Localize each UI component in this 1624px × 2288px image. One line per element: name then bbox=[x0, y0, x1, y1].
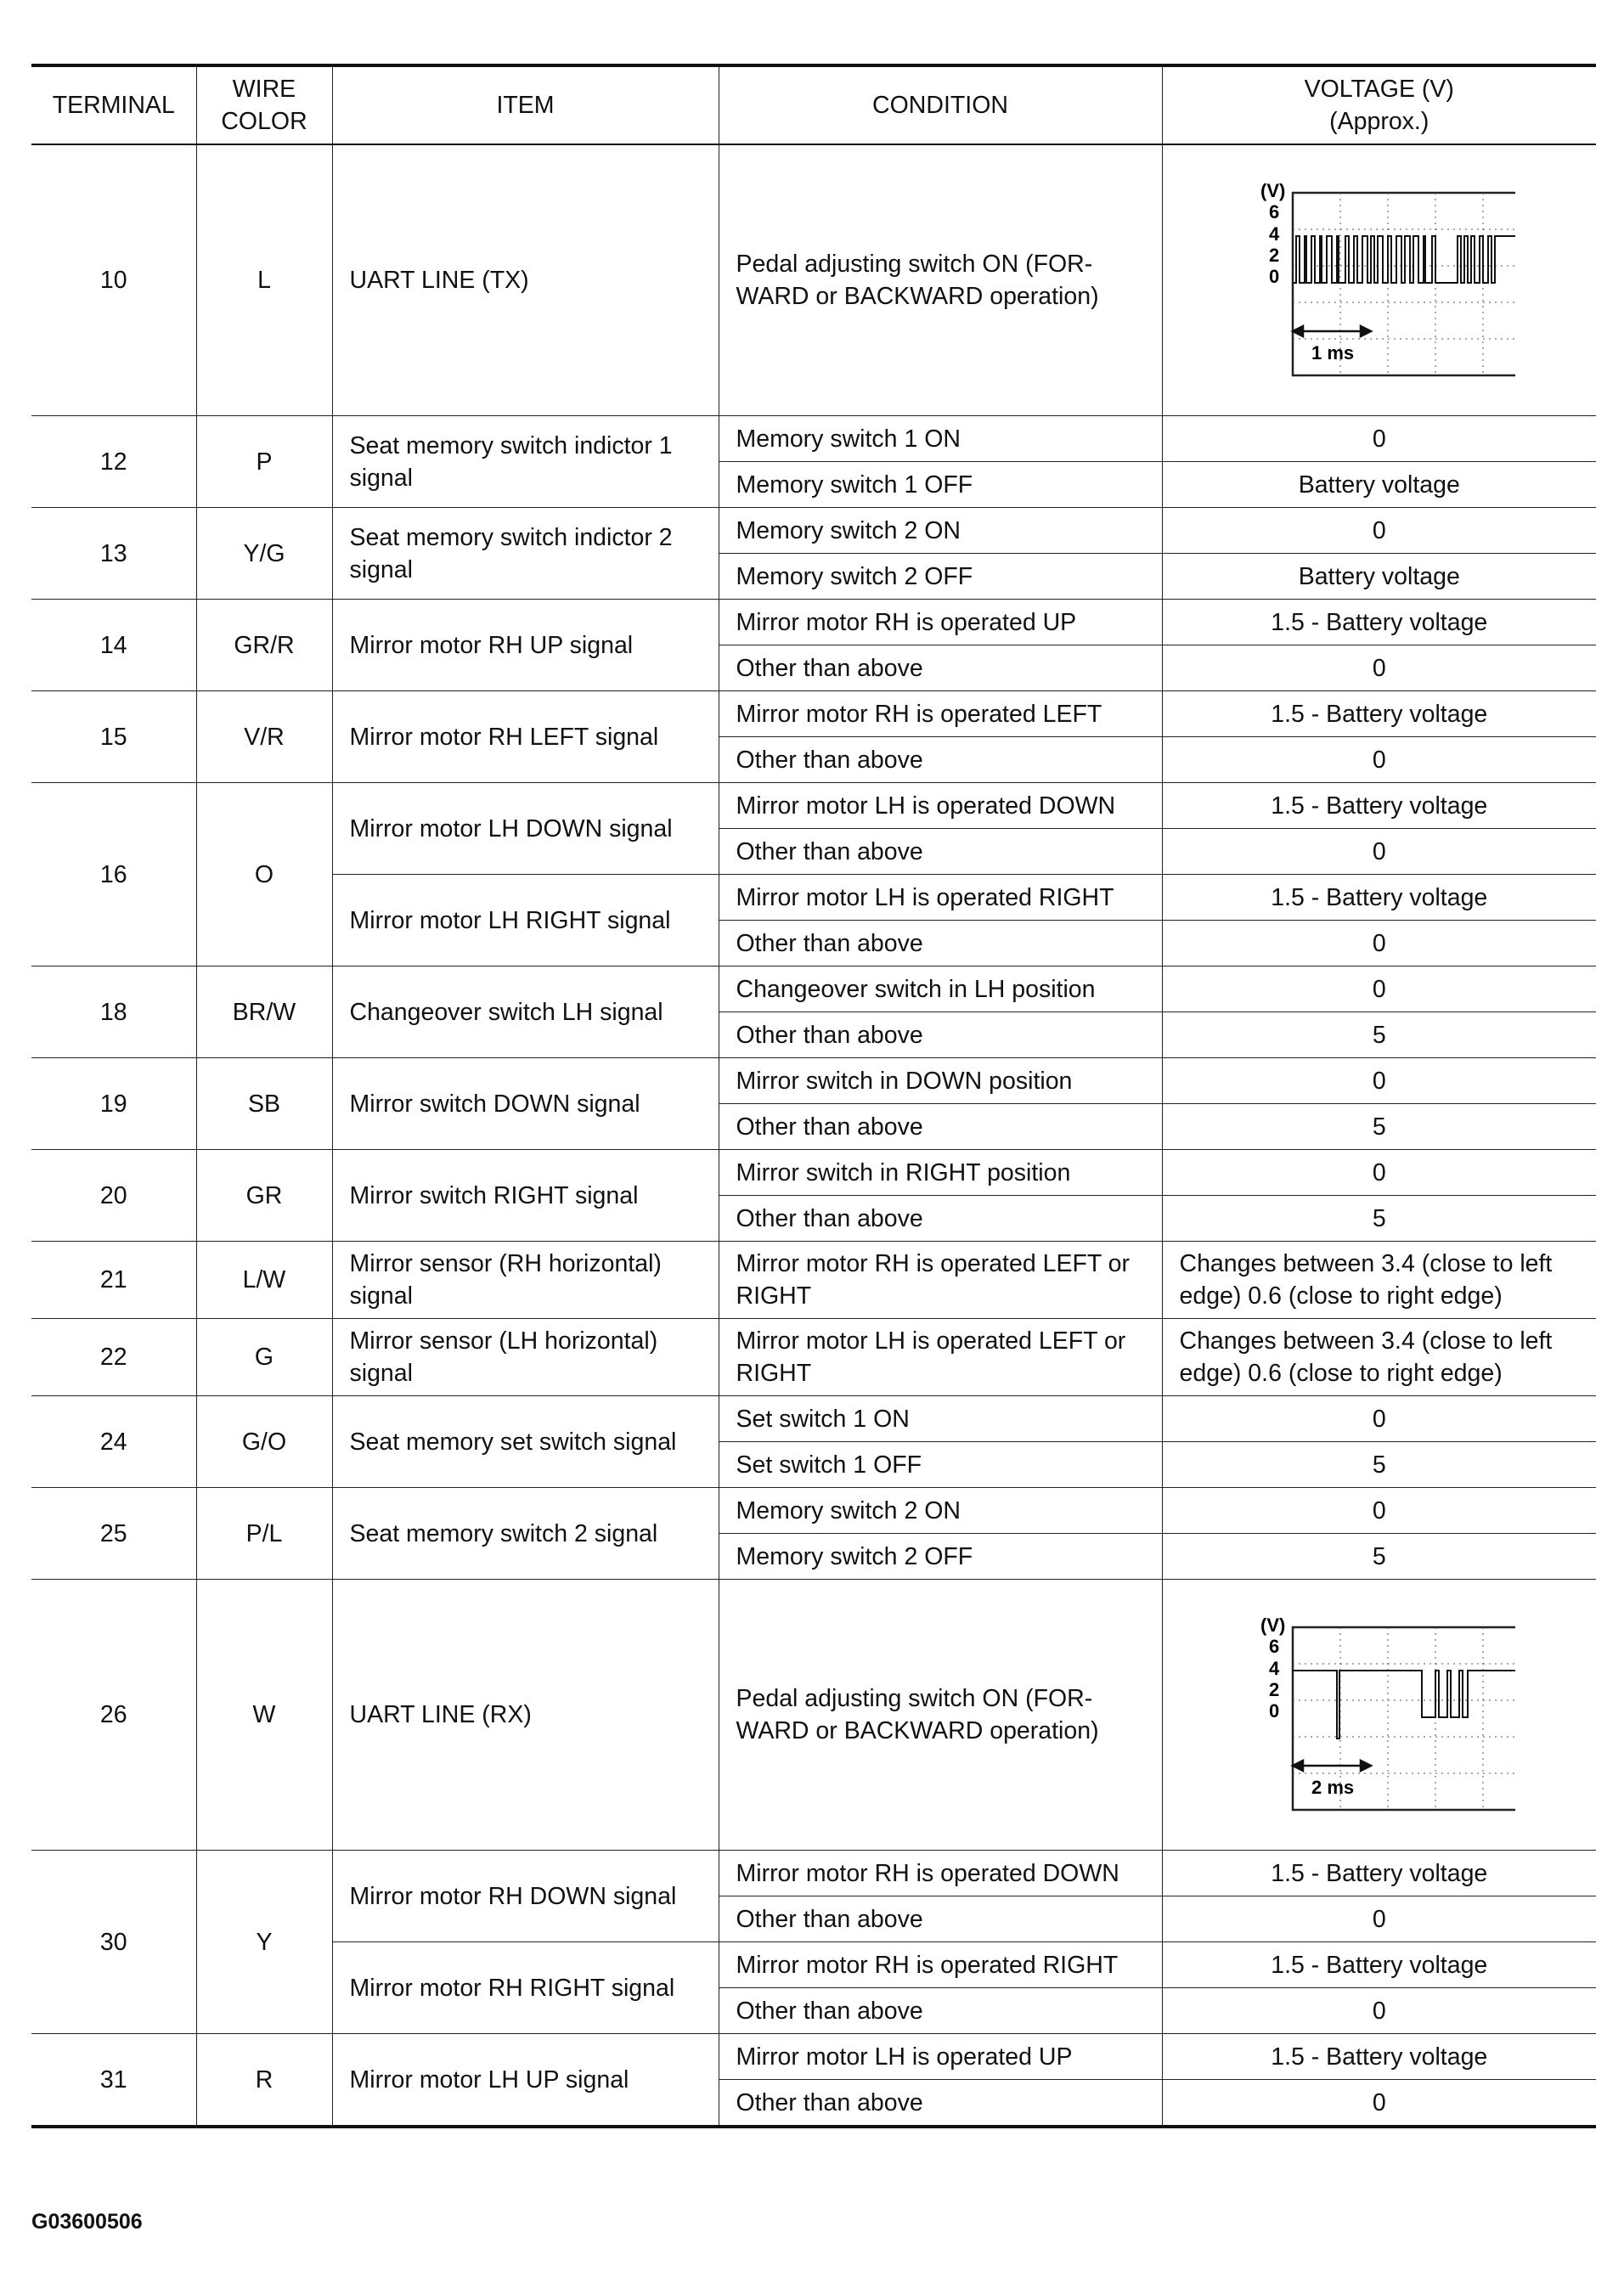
table-row bbox=[31, 2034, 1596, 2080]
voltage-cell: 0 bbox=[1162, 1150, 1596, 1196]
terminal-cell: 15 bbox=[31, 691, 196, 783]
y-tick-6: 6 bbox=[1268, 201, 1279, 223]
terminal-cell: 14 bbox=[31, 600, 196, 691]
header-voltage-line2: (Approx.) bbox=[1329, 108, 1429, 135]
voltage-cell: 0 bbox=[1162, 921, 1596, 966]
item-cell: Mirror switch DOWN signal bbox=[332, 1058, 719, 1150]
rx-waveform-graph bbox=[1243, 1613, 1515, 1817]
wire-color-cell: P/L bbox=[196, 1488, 332, 1580]
rx-waveform-trace bbox=[1293, 1671, 1515, 1739]
header-condition: CONDITION bbox=[719, 65, 1162, 144]
item-cell: Mirror motor RH RIGHT signal bbox=[332, 1942, 719, 2034]
voltage-cell: 1.5 - Battery voltage bbox=[1162, 691, 1596, 737]
condition-cell: Pedal adjusting switch ON (FOR-WARD or BACKWARD operation) bbox=[719, 1580, 1162, 1851]
condition-cell: Mirror motor LH is operated DOWN bbox=[719, 783, 1162, 829]
wire-color-cell: Y bbox=[196, 1851, 332, 2034]
figure-id: G03600506 bbox=[31, 2210, 143, 2234]
y-tick-4: 4 bbox=[1268, 1658, 1279, 1679]
waveform-unit-label: (V) bbox=[1260, 1615, 1286, 1636]
condition-cell: Mirror switch in RIGHT position bbox=[719, 1150, 1162, 1196]
condition-cell: Memory switch 1 OFF bbox=[719, 462, 1162, 508]
item-cell: Mirror switch RIGHT signal bbox=[332, 1150, 719, 1242]
item-cell: Changeover switch LH signal bbox=[332, 966, 719, 1058]
terminal-cell: 26 bbox=[31, 1580, 196, 1851]
wire-color-cell: G bbox=[196, 1319, 332, 1396]
voltage-cell: 1.5 - Battery voltage bbox=[1162, 875, 1596, 921]
item-cell: Mirror motor LH DOWN signal bbox=[332, 783, 719, 875]
item-cell: UART LINE (TX) bbox=[332, 144, 719, 416]
condition-cell: Memory switch 2 OFF bbox=[719, 554, 1162, 600]
condition-cell: Mirror switch in DOWN position bbox=[719, 1058, 1162, 1104]
table-row bbox=[31, 783, 1596, 829]
condition-cell: Set switch 1 OFF bbox=[719, 1442, 1162, 1488]
table-row bbox=[31, 1580, 1596, 1851]
wire-color-cell: GR bbox=[196, 1150, 332, 1242]
condition-cell: Other than above bbox=[719, 1988, 1162, 2034]
table-row bbox=[31, 1396, 1596, 1442]
wire-color-cell: BR/W bbox=[196, 966, 332, 1058]
voltage-cell: 0 bbox=[1162, 1488, 1596, 1534]
table-row bbox=[31, 144, 1596, 416]
table-row bbox=[31, 1150, 1596, 1196]
item-cell: Mirror sensor (LH horizontal) signal bbox=[332, 1319, 719, 1396]
voltage-cell: 5 bbox=[1162, 1442, 1596, 1488]
tx-waveform-trace bbox=[1293, 236, 1515, 283]
terminal-cell: 22 bbox=[31, 1319, 196, 1396]
wire-color-cell: R bbox=[196, 2034, 332, 2127]
voltage-cell: 0 bbox=[1162, 1896, 1596, 1942]
terminal-voltage-table bbox=[31, 64, 1596, 2128]
table-row bbox=[31, 1488, 1596, 1534]
condition-cell: Memory switch 2 OFF bbox=[719, 1534, 1162, 1580]
item-cell: Mirror sensor (RH horizontal) signal bbox=[332, 1242, 719, 1319]
condition-cell: Mirror motor RH is operated DOWN bbox=[719, 1851, 1162, 1896]
item-cell: Mirror motor LH RIGHT signal bbox=[332, 875, 719, 966]
wire-color-cell: P bbox=[196, 416, 332, 508]
condition-cell: Changeover switch in LH position bbox=[719, 966, 1162, 1012]
wire-color-cell: O bbox=[196, 783, 332, 966]
tx-waveform-graph bbox=[1243, 178, 1515, 382]
terminal-cell: 31 bbox=[31, 2034, 196, 2127]
voltage-cell: 5 bbox=[1162, 1104, 1596, 1150]
y-tick-2: 2 bbox=[1268, 245, 1279, 266]
condition-cell: Mirror motor RH is operated UP bbox=[719, 600, 1162, 645]
voltage-cell: 1.5 - Battery voltage bbox=[1162, 600, 1596, 645]
voltage-cell: 5 bbox=[1162, 1196, 1596, 1242]
condition-cell: Mirror motor RH is operated LEFT or RIGHT bbox=[719, 1242, 1162, 1319]
condition-cell: Pedal adjusting switch ON (FOR-WARD or BACKWARD operation) bbox=[719, 144, 1162, 416]
condition-cell: Mirror motor RH is operated LEFT bbox=[719, 691, 1162, 737]
condition-cell: Other than above bbox=[719, 645, 1162, 691]
table-row bbox=[31, 691, 1596, 737]
waveform-cell bbox=[1162, 144, 1596, 416]
condition-cell: Mirror motor LH is operated LEFT or RIGHT bbox=[719, 1319, 1162, 1396]
timescale-arrow bbox=[1293, 1761, 1371, 1771]
condition-cell: Memory switch 2 ON bbox=[719, 508, 1162, 554]
condition-cell: Other than above bbox=[719, 1196, 1162, 1242]
terminal-cell: 13 bbox=[31, 508, 196, 600]
item-cell: UART LINE (RX) bbox=[332, 1580, 719, 1851]
condition-cell: Mirror motor LH is operated RIGHT bbox=[719, 875, 1162, 921]
voltage-cell: Battery voltage bbox=[1162, 554, 1596, 600]
condition-cell: Mirror motor RH is operated RIGHT bbox=[719, 1942, 1162, 1988]
terminal-cell: 30 bbox=[31, 1851, 196, 2034]
terminal-cell: 16 bbox=[31, 783, 196, 966]
condition-cell: Other than above bbox=[719, 737, 1162, 783]
item-cell: Seat memory switch 2 signal bbox=[332, 1488, 719, 1580]
terminal-cell: 10 bbox=[31, 144, 196, 416]
wire-color-cell: L/W bbox=[196, 1242, 332, 1319]
terminal-cell: 18 bbox=[31, 966, 196, 1058]
voltage-cell: 1.5 - Battery voltage bbox=[1162, 1851, 1596, 1896]
header-terminal: TERMINAL bbox=[31, 65, 196, 144]
condition-cell: Other than above bbox=[719, 1896, 1162, 1942]
wire-color-cell: G/O bbox=[196, 1396, 332, 1488]
terminal-cell: 20 bbox=[31, 1150, 196, 1242]
condition-cell: Other than above bbox=[719, 1104, 1162, 1150]
table-row bbox=[31, 508, 1596, 554]
timescale-label: 2 ms bbox=[1311, 1777, 1354, 1798]
item-cell: Mirror motor RH UP signal bbox=[332, 600, 719, 691]
table-row bbox=[31, 600, 1596, 645]
condition-cell: Other than above bbox=[719, 921, 1162, 966]
y-tick-0: 0 bbox=[1268, 1700, 1279, 1722]
voltage-cell: 1.5 - Battery voltage bbox=[1162, 1942, 1596, 1988]
terminal-cell: 25 bbox=[31, 1488, 196, 1580]
item-cell: Mirror motor LH UP signal bbox=[332, 2034, 719, 2127]
item-cell: Seat memory set switch signal bbox=[332, 1396, 719, 1488]
item-cell: Seat memory switch indictor 1 signal bbox=[332, 416, 719, 508]
item-cell: Mirror motor RH DOWN signal bbox=[332, 1851, 719, 1942]
voltage-cell: Changes between 3.4 (close to left edge) 0.6 (close to right edge) bbox=[1162, 1242, 1596, 1319]
voltage-cell: 0 bbox=[1162, 966, 1596, 1012]
condition-cell: Mirror motor LH is operated UP bbox=[719, 2034, 1162, 2080]
wire-color-cell: SB bbox=[196, 1058, 332, 1150]
wire-color-cell: W bbox=[196, 1580, 332, 1851]
table-header-row bbox=[31, 65, 1596, 144]
waveform-cell bbox=[1162, 1580, 1596, 1851]
wire-color-cell: L bbox=[196, 144, 332, 416]
header-wire-color-line2: COLOR bbox=[221, 108, 307, 135]
voltage-cell: 5 bbox=[1162, 1012, 1596, 1058]
header-voltage bbox=[1162, 65, 1596, 144]
y-tick-6: 6 bbox=[1268, 1636, 1279, 1657]
y-tick-0: 0 bbox=[1268, 266, 1279, 287]
voltage-cell: 0 bbox=[1162, 1396, 1596, 1442]
condition-cell: Memory switch 1 ON bbox=[719, 416, 1162, 462]
terminal-cell: 19 bbox=[31, 1058, 196, 1150]
y-tick-2: 2 bbox=[1268, 1679, 1279, 1700]
voltage-cell: 1.5 - Battery voltage bbox=[1162, 783, 1596, 829]
condition-cell: Set switch 1 ON bbox=[719, 1396, 1162, 1442]
condition-cell: Other than above bbox=[719, 1012, 1162, 1058]
voltage-cell: Battery voltage bbox=[1162, 462, 1596, 508]
y-tick-4: 4 bbox=[1268, 223, 1279, 245]
item-cell: Seat memory switch indictor 2 signal bbox=[332, 508, 719, 600]
table-row bbox=[31, 1242, 1596, 1319]
timescale-label: 1 ms bbox=[1311, 342, 1354, 363]
table-row bbox=[31, 1851, 1596, 1896]
voltage-cell: Changes between 3.4 (close to left edge) 0.6 (close to right edge) bbox=[1162, 1319, 1596, 1396]
voltage-cell: 0 bbox=[1162, 645, 1596, 691]
voltage-cell: 0 bbox=[1162, 416, 1596, 462]
voltage-cell: 0 bbox=[1162, 2080, 1596, 2127]
header-item: ITEM bbox=[332, 65, 719, 144]
voltage-cell: 0 bbox=[1162, 508, 1596, 554]
condition-cell: Memory switch 2 ON bbox=[719, 1488, 1162, 1534]
table-row bbox=[31, 1058, 1596, 1104]
voltage-cell: 0 bbox=[1162, 737, 1596, 783]
voltage-cell: 0 bbox=[1162, 1988, 1596, 2034]
header-voltage-line1: VOLTAGE (V) bbox=[1304, 76, 1454, 103]
voltage-cell: 0 bbox=[1162, 829, 1596, 875]
wire-color-cell: GR/R bbox=[196, 600, 332, 691]
item-cell: Mirror motor RH LEFT signal bbox=[332, 691, 719, 783]
header-wire-color bbox=[196, 65, 332, 144]
voltage-cell: 5 bbox=[1162, 1534, 1596, 1580]
timescale-arrow bbox=[1293, 326, 1371, 336]
voltage-cell: 1.5 - Battery voltage bbox=[1162, 2034, 1596, 2080]
voltage-cell: 0 bbox=[1162, 1058, 1596, 1104]
terminal-cell: 21 bbox=[31, 1242, 196, 1319]
condition-cell: Other than above bbox=[719, 2080, 1162, 2127]
waveform-unit-label: (V) bbox=[1260, 180, 1286, 201]
header-wire-color-line1: WIRE bbox=[232, 76, 296, 103]
condition-cell: Other than above bbox=[719, 829, 1162, 875]
terminal-cell: 24 bbox=[31, 1396, 196, 1488]
table-row bbox=[31, 1319, 1596, 1396]
table-row bbox=[31, 416, 1596, 462]
terminal-cell: 12 bbox=[31, 416, 196, 508]
wire-color-cell: V/R bbox=[196, 691, 332, 783]
wire-color-cell: Y/G bbox=[196, 508, 332, 600]
table-row bbox=[31, 966, 1596, 1012]
